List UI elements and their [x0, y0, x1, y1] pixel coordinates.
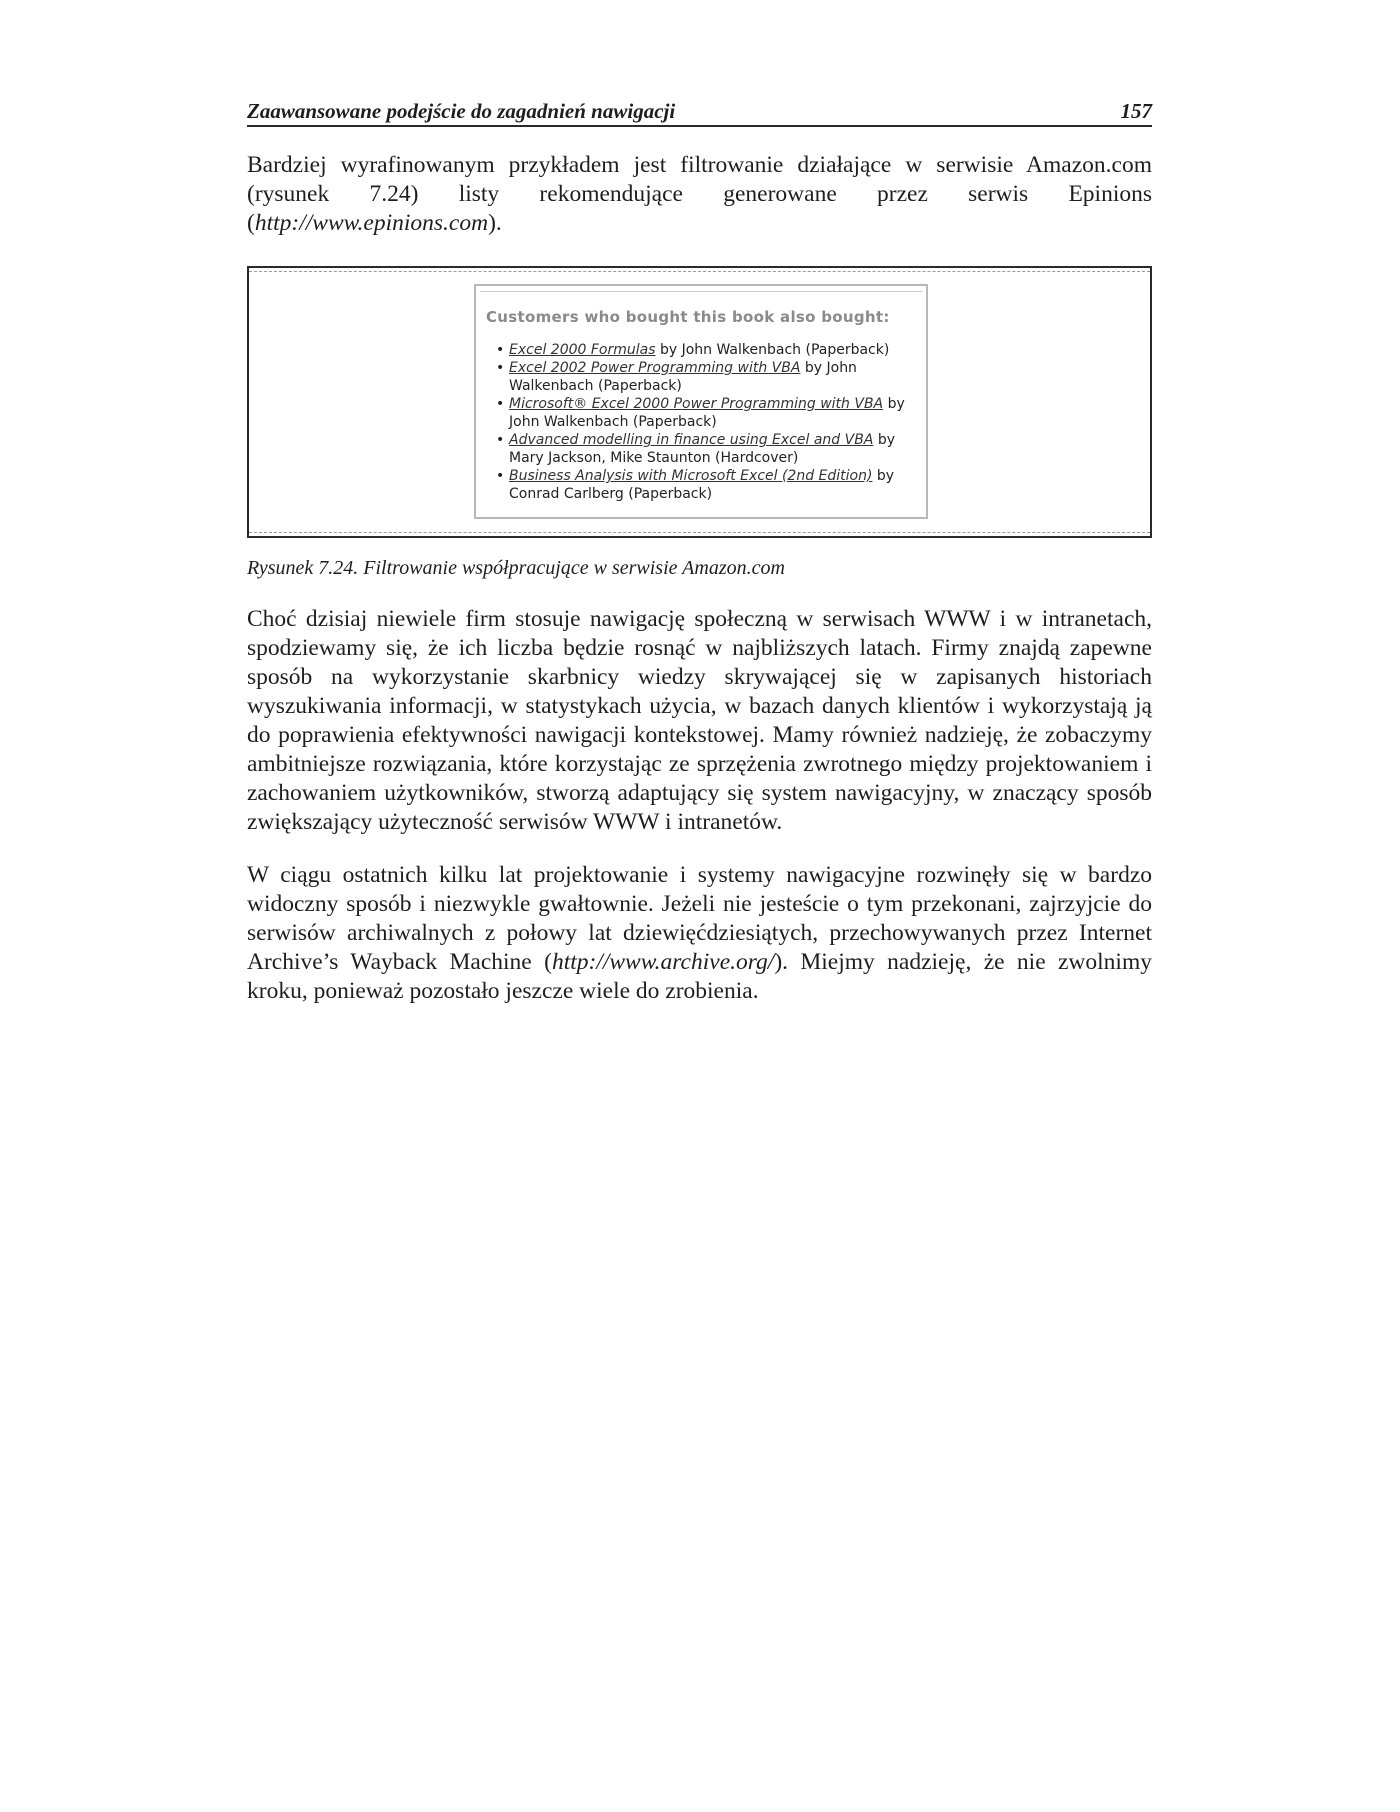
bullet-icon: •: [496, 342, 505, 358]
book-link[interactable]: Business Analysis with Microsoft Excel (2nd Edition): [509, 468, 873, 484]
book-byline: by Mary Jackson, Mike Staunton (Hardcover): [509, 432, 895, 466]
intro-text: Bardziej wyrafinowanym przykładem jest filtrowanie działające w serwisie Amazon.com (rysunek 7.24) listy rekomendujące generowane przez serwis Epinions (: [247, 152, 1152, 236]
recommendations-list: [496, 341, 916, 503]
intro-paragraph: [247, 151, 1152, 238]
archive-url: http://www.archive.org/: [551, 949, 775, 975]
figure-dashed-rule-top: [249, 271, 1150, 272]
book-byline: by John Walkenbach (Paperback): [509, 360, 857, 394]
book-link[interactable]: Advanced modelling in finance using Excel and VBA: [509, 432, 874, 448]
book-byline: by John Walkenbach (Paperback): [655, 342, 890, 358]
book-link[interactable]: Excel 2000 Formulas: [509, 342, 656, 358]
book-link[interactable]: Microsoft® Excel 2000 Power Programming with VBA: [509, 396, 884, 412]
bullet-icon: •: [496, 360, 505, 376]
amazon-recommendations-box: [474, 284, 928, 519]
book-link[interactable]: Excel 2002 Power Programming with VBA: [509, 360, 801, 376]
list-item: [496, 467, 916, 503]
figure-caption: Rysunek 7.24. Filtrowanie współpracujące w serwisie Amazon.com: [247, 557, 785, 579]
list-item: [496, 431, 916, 467]
bullet-icon: •: [496, 432, 505, 448]
paragraph-2: Choć dzisiaj niewiele firm stosuje nawigację społeczną w serwisach WWW i w intranetach, spodziewamy się, że ich liczba będzie rosnąć w najbliższych latach. Firmy znajdą zapewne sposób na wykorzystanie skarbnicy wiedzy skrywającej się w zapisanych historiach wyszukiwania informacji, w statystykach użycia, w bazach danych klientów i wykorzystają ją do poprawienia efektywności nawigacji kontekstowej. Mamy również nadzieję, że zobaczymy ambitniejsze rozwiązania, które korzystając ze sprzężenia zwrotnego między projektowaniem i zachowaniem użytkowników, stworzą adaptujący się system nawigacyjny, w znaczący sposób zwiększający użyteczność serwisów WWW i intranetów.: [247, 606, 1152, 835]
paragraph-3-text: W ciągu ostatnich kilku lat projektowanie i systemy nawigacyjne rozwinęły się w bardzo widoczny sposób i niezwykle gwałtownie. Jeżeli nie jesteście o tym przekonani, zajrzyjcie do serwisów archiwalnych z połowy lat dziewięćdziesiątych, przechowywanych przez Internet Archive’s Wayback Machine (: [247, 862, 1152, 975]
page-number: 157: [1120, 99, 1152, 123]
list-item: [496, 341, 916, 359]
recommendations-heading: Customers who bought this book also bought:: [486, 308, 890, 326]
figure-7-24: [247, 266, 1152, 538]
book-byline: by Conrad Carlberg (Paperback): [509, 468, 895, 502]
epinions-url: http://www.epinions.com: [254, 210, 489, 236]
paragraph-3: [247, 861, 1152, 1006]
book-byline: by John Walkenbach (Paperback): [509, 396, 905, 430]
chapter-title: Zaawansowane podejście do zagadnień nawigacji: [247, 99, 676, 123]
box-divider: [480, 291, 922, 292]
list-item: [496, 359, 916, 395]
intro-text-end: ).: [488, 210, 502, 236]
running-header: [247, 100, 1152, 127]
figure-dashed-rule-bottom: [249, 532, 1150, 533]
bullet-icon: •: [496, 396, 505, 412]
book-page: [247, 100, 1152, 1006]
bullet-icon: •: [496, 468, 505, 484]
list-item: [496, 395, 916, 431]
paragraph-3-text-end: ). Miejmy nadzieję, że nie zwolnimy kroku, ponieważ pozostało jeszcze wiele do zrobienia.: [247, 949, 1152, 1004]
